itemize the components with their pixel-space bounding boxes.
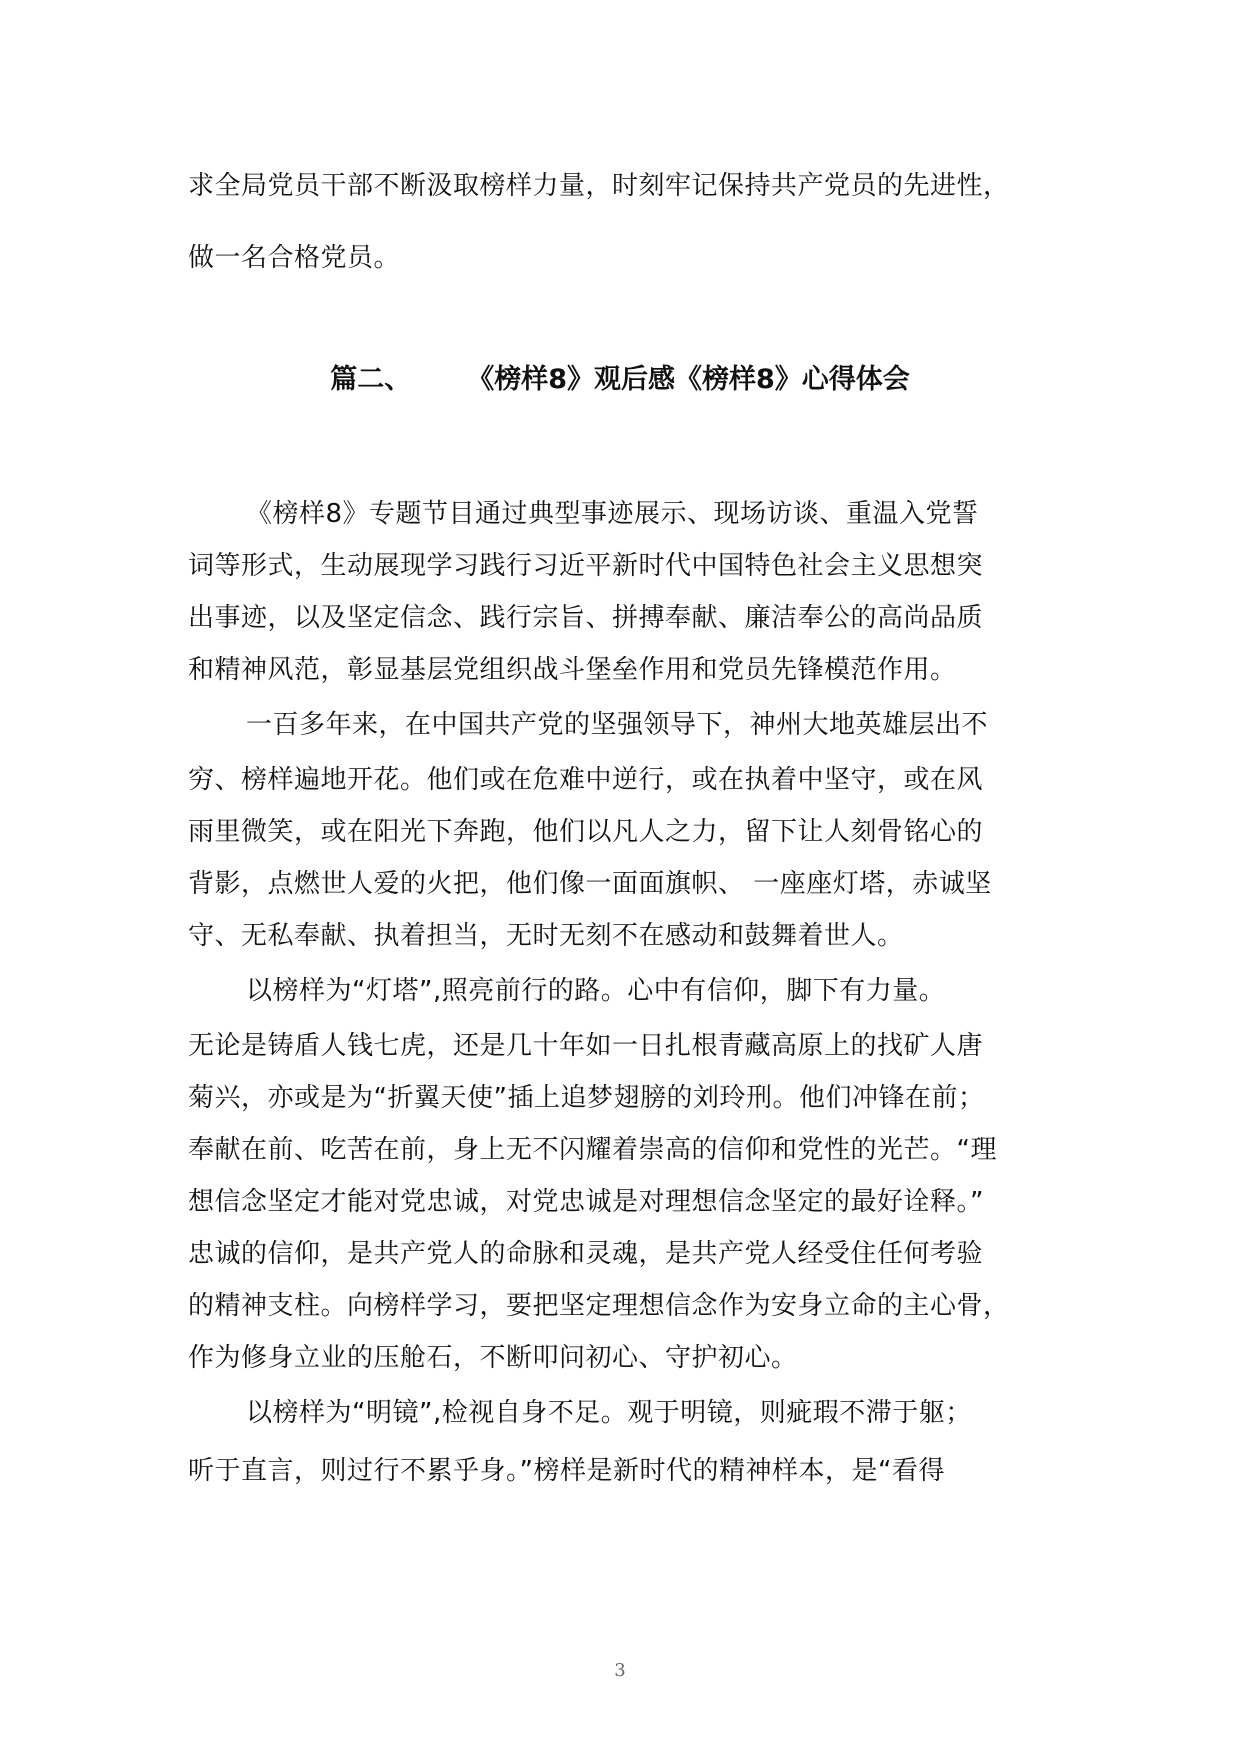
text-line: 菊兴，亦或是为“折翼天使”插上追梦翅膀的刘玲刑。他们冲锋在前；: [188, 1083, 985, 1113]
text-line: 一百多年来，在中国共产党的坚强领导下，神州大地英雄层出不: [246, 710, 989, 740]
text-line: 守、无私奉献、执着担当，无时无刻不在感动和鼓舞着世人。: [188, 921, 904, 951]
text-line: 无论是铸盾人钱七虎，还是几十年如一日扎根青藏高原上的找矿人唐: [188, 1031, 984, 1061]
heading-part-label: 篇二、: [330, 364, 412, 395]
text-line: 以榜样为“灯塔”,照亮前行的路。心中有信仰，脚下有力量。: [246, 976, 946, 1006]
text-line: 以榜样为“明镜”,检视自身不足。观于明镜，则疵瑕不滞于躯；: [246, 1398, 972, 1428]
text-line: 奉献在前、吃苦在前，身上无不闪耀着崇高的信仰和党性的光芒。“理: [188, 1135, 997, 1165]
heading-title: 《榜样8》观后感《榜样8》心得体会: [467, 364, 910, 395]
paragraph-3: [188, 962, 1058, 1384]
text-line: 作为修身立业的压舱石，不断叩问初心、守护初心。: [188, 1343, 798, 1373]
text-line: 背影，点燃世人爱的火把，他们像一面面旗帜、 一座座灯塔，赤诚坚: [188, 869, 992, 899]
continuation-paragraph: [188, 150, 1058, 294]
text-line: 和精神风范，彰显基层党组织战斗堡垒作用和党员先锋模范作用。: [188, 655, 957, 685]
page-number: 3: [614, 1660, 626, 1681]
text-line: 做一名合格党员。: [188, 243, 401, 273]
text-line: 词等形式，生动展现学习践行习近平新时代中国特色社会主义思想突: [188, 551, 984, 581]
text-line: 忠诚的信仰，是共产党人的命脉和灵魂，是共产党人经受住任何考验: [188, 1239, 984, 1269]
text-line: 《榜样8》专题节目通过典型事迹展示、现场访谈、重温入党誓: [246, 499, 979, 529]
text-line: 雨里微笑，或在阳光下奔跑，他们以凡人之力，留下让人刻骨铭心的: [188, 817, 984, 847]
section-heading: [0, 355, 1240, 405]
text-line: 想信念坚定才能对党忠诚，对党忠诚是对理想信念坚定的最好诠释。”: [188, 1187, 984, 1217]
paragraph-4: [188, 1384, 1058, 1500]
paragraph-2: [188, 696, 1058, 962]
text-line: 求全局党员干部不断汲取榜样力量，时刻牢记保持共产党员的先进性，: [188, 171, 1010, 201]
text-line: 出事迹，以及坚定信念、践行宗旨、拼搏奉献、廉洁奉公的高尚品质: [188, 603, 984, 633]
paragraph-1: [188, 488, 1058, 696]
text-line: 穷、榜样遍地开花。他们或在危难中逆行，或在执着中坚守，或在风: [188, 765, 984, 795]
article-body: [188, 488, 1058, 1500]
text-line: 听于直言，则过行不累乎身。”榜样是新时代的精神样本，是“看得: [188, 1456, 945, 1486]
text-line: 的精神支柱。向榜样学习，要把坚定理想信念作为安身立命的主心骨，: [188, 1291, 1010, 1321]
